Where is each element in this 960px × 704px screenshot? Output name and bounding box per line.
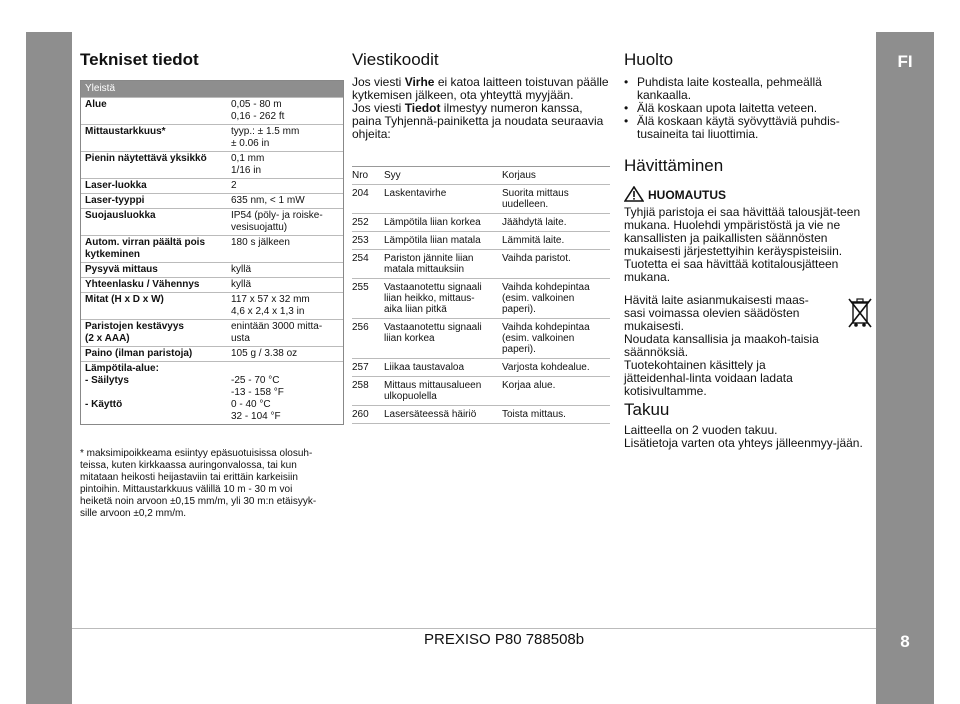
table-row: [81, 97, 343, 124]
spec-key: Pienin näytettävä yksikkö: [85, 153, 207, 164]
spec-key: Lämpötila-alue: - Säilytys - Käyttö: [85, 363, 159, 410]
tech-title: Tekniset tiedot: [80, 50, 199, 69]
table-row: [352, 214, 610, 232]
left-gray-bar: [26, 32, 72, 704]
spec-table: [80, 80, 344, 425]
spec-value: kyllä: [231, 279, 252, 290]
codes-intro: Jos viesti Virhe ei katoa laitteen toistuvan päälle kytkemisen jälkeen, ota yhteyttä myyjään. Jos viesti Tiedot ilmestyy numeron kanssa, paina Tyhjennä-painiketta ja noudata seuraavia ohjeita:: [352, 75, 609, 141]
table-row: [352, 279, 610, 319]
footer-divider: [72, 628, 876, 629]
spec-value: 2: [231, 180, 237, 191]
right-gray-bar: [876, 32, 934, 704]
table-cell: Mittaus mittausalueen ulkopuolella: [384, 380, 482, 402]
error-table-header: Nro Syy Korjaus: [352, 167, 610, 185]
table-row: [81, 208, 343, 235]
table-row: [352, 406, 610, 424]
spec-key: Laser-tyyppi: [85, 195, 145, 206]
spec-value: enintään 3000 mitta- usta: [231, 321, 323, 344]
table-cell: Vastaanotettu signaali liian heikko, mittaus- aika liian pitkä: [384, 282, 482, 315]
table-cell: 204: [352, 188, 369, 199]
footer-text: PREXISO P80 788508b: [424, 631, 585, 648]
spec-header: Yleistä: [81, 81, 343, 97]
list-item: • Älä koskaan käytä syövyttäviä puhdis-tusaineita tai liuottimia.: [624, 115, 874, 141]
error-table: [352, 166, 610, 424]
warranty-title: Takuu: [624, 400, 670, 419]
crossed-bin-icon: [846, 296, 874, 335]
table-cell: 256: [352, 322, 369, 333]
table-cell: Lasersäteessä häiriö: [384, 409, 477, 420]
table-cell: Toista mittaus.: [502, 409, 566, 420]
warning-icon: [624, 186, 644, 205]
table-row: [81, 319, 343, 346]
table-cell: Lämpötila liian korkea: [384, 217, 481, 228]
table-cell: Jäähdytä laite.: [502, 217, 567, 228]
spec-value: 180 s jälkeen: [231, 237, 290, 248]
table-cell: 253: [352, 235, 369, 246]
table-cell: Vastaanotettu signaali liian korkea: [384, 322, 482, 344]
table-row: [352, 232, 610, 250]
table-row: [81, 262, 343, 277]
table-cell: 260: [352, 409, 369, 420]
spec-key: Yhteenlasku / Vähennys: [85, 279, 200, 290]
page-number: 8: [900, 632, 910, 651]
table-cell: Lämpötila liian matala: [384, 235, 481, 246]
spec-value: 0,1 mm 1/16 in: [231, 153, 265, 176]
list-item: • Älä koskaan upota laitetta veteen.: [624, 102, 874, 115]
spec-key: Alue: [85, 99, 107, 110]
footnote: * maksimipoikkeama esiintyy epäsuotuisissa olosuh- teissa, kuten kirkkaassa auringonvalossa, tai kun mitataan heikosti heijastaviin tai erittäin karkeisiin pintoihin. Mittaustarkkuus välillä 10 m - 30 m voi heiketä noin arvoon ±0,15 mm/m, yli 30 m:n etäisyyk- sille arvoon ±0,2 mm/m.: [80, 448, 317, 519]
care-title: Huolto: [624, 50, 674, 69]
table-row: [81, 346, 343, 361]
codes-title: Viestikoodit: [352, 50, 439, 69]
table-cell: 257: [352, 362, 369, 373]
language-tab: FI: [897, 52, 913, 71]
disposal-title: Hävittäminen: [624, 156, 724, 175]
disposal-text-2: Hävitä laite asianmukaisesti maas-sasi voimassa olevien säädösten mukaisesti. Noudata kansallisia ja maakoh-taisia säännöksiä. Tuotekohtainen käsittely ja jätteidenhal-linta voidaan ladata kotisivultamme.: [624, 293, 819, 398]
spec-key: Laser-luokka: [85, 180, 147, 191]
spec-value: 105 g / 3.38 oz: [231, 348, 298, 359]
warning-heading: HUOMAUTUS: [624, 186, 726, 205]
table-cell: Pariston jännite liian matala mittauksiin: [384, 253, 474, 275]
table-row: [81, 277, 343, 292]
table-cell: Liikaa taustavaloa: [384, 362, 465, 373]
table-cell: 258: [352, 380, 369, 391]
spec-key: Autom. virran päältä pois kytkeminen: [85, 237, 206, 260]
table-cell: Vaihda kohdepintaa (esim. valkoinen paperi).: [502, 282, 590, 315]
spec-value: 117 x 57 x 32 mm 4,6 x 2,4 x 1,3 in: [231, 294, 310, 317]
table-cell: Suorita mittaus uudelleen.: [502, 188, 569, 210]
table-row: [81, 235, 343, 262]
spec-key: Mittaustarkkuus*: [85, 126, 166, 137]
spec-key: Mitat (H x D x W): [85, 294, 164, 305]
spec-key: Paristojen kestävyys (2 x AAA): [85, 321, 184, 344]
table-cell: 252: [352, 217, 369, 228]
table-row: [352, 319, 610, 359]
table-row: [81, 193, 343, 208]
table-cell: Korjaa alue.: [502, 380, 556, 391]
table-row: [81, 361, 343, 424]
spec-key: Paino (ilman paristoja): [85, 348, 193, 359]
table-row: [352, 185, 610, 214]
spec-key: Suojausluokka: [85, 210, 156, 221]
spec-value: 635 nm, < 1 mW: [231, 195, 305, 206]
table-row: [352, 377, 610, 406]
table-row: [81, 292, 343, 319]
spec-value: -25 - 70 °C -13 - 158 °F 0 - 40 °C 32 - 104 °F: [231, 375, 284, 422]
table-cell: 254: [352, 253, 369, 264]
table-row: [81, 178, 343, 193]
table-cell: Lämmitä laite.: [502, 235, 565, 246]
table-cell: Vaihda kohdepintaa (esim. valkoinen paperi).: [502, 322, 590, 355]
table-cell: Varjosta kohdealue.: [502, 362, 590, 373]
table-cell: 255: [352, 282, 369, 293]
table-cell: Vaihda paristot.: [502, 253, 571, 264]
table-cell: Laskentavirhe: [384, 188, 447, 199]
list-item: • Puhdista laite kostealla, pehmeällä kankaalla.: [624, 76, 874, 102]
spec-key: Pysyvä mittaus: [85, 264, 158, 275]
spec-value: IP54 (pöly- ja roiske- vesisuojattu): [231, 210, 323, 233]
disposal-text: Tyhjiä paristoja ei saa hävittää talousjät-teen mukana. Huolehdi ympäristöstä ja vie ne kansallisten ja paikallisten säännösten mukaisesti järjestettyihin keräyspisteisiin. Tuotetta ei saa hävittää kotitalousjätteen mukana.: [624, 205, 861, 284]
spec-value: tyyp.: ± 1.5 mm ± 0.06 in: [231, 126, 300, 149]
table-row: [81, 151, 343, 178]
care-list: [624, 76, 874, 141]
warranty-text: Laitteella on 2 vuoden takuu. Lisätietoja varten ota yhteys jälleenmyy-jään.: [624, 423, 863, 450]
table-row: [352, 359, 610, 377]
table-row: [352, 250, 610, 279]
table-row: [81, 124, 343, 151]
spec-value: 0,05 - 80 m 0,16 - 262 ft: [231, 99, 285, 122]
spec-value: kyllä: [231, 264, 252, 275]
